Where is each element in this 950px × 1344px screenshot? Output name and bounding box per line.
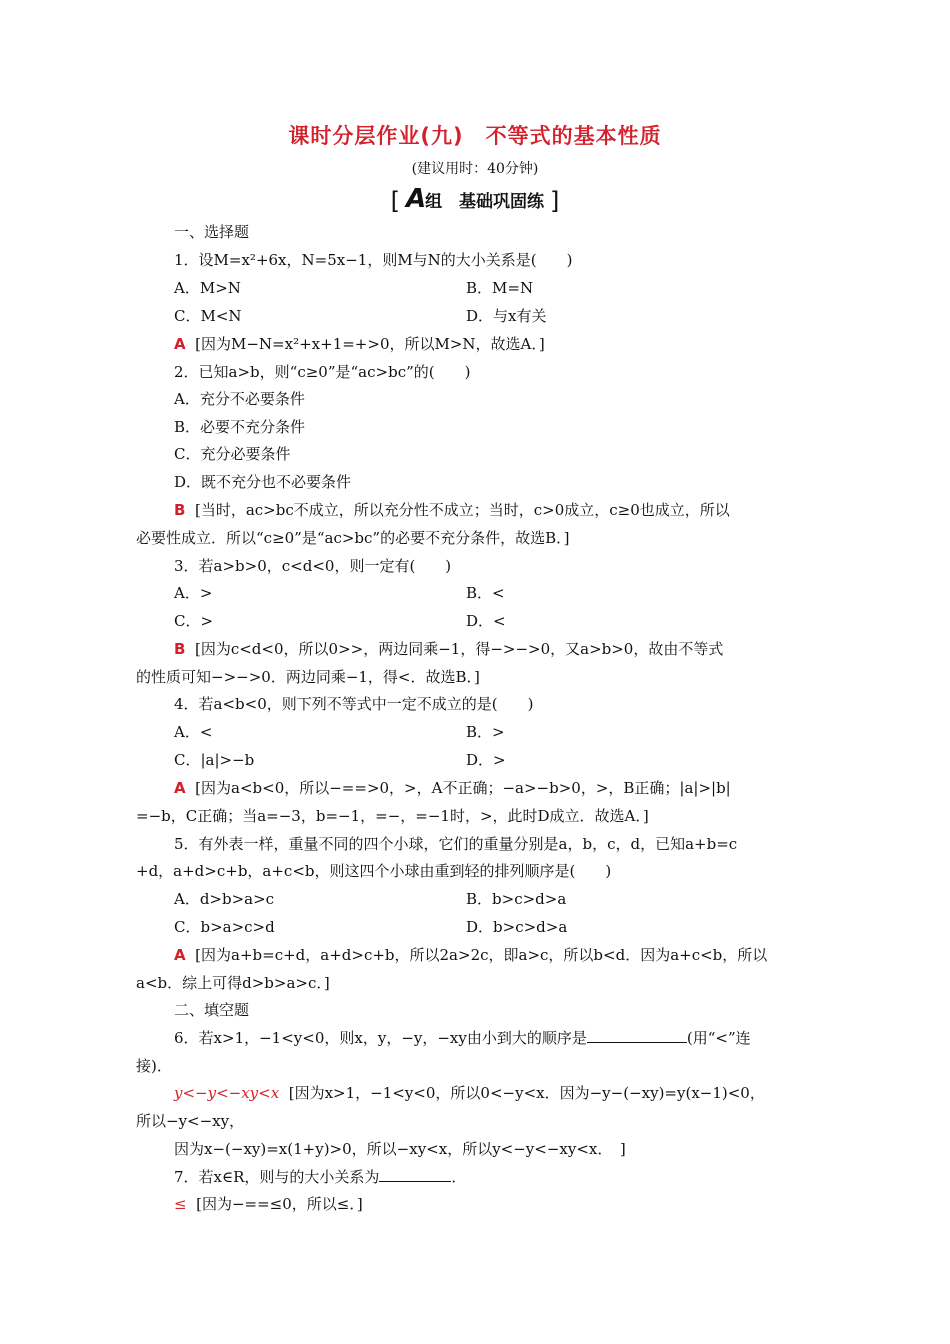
answer-letter: A — [174, 335, 186, 353]
option-d: D．< — [466, 612, 506, 630]
answer-letter: B — [174, 501, 186, 519]
answer-explanation — [174, 778, 731, 798]
question-stem: 5．有外表一样，重量不同的四个小球，它们的重量分别是a，b，c，d，已知a+b=c — [174, 835, 738, 853]
option-c: C．b>a>c>d — [174, 918, 275, 936]
answer-text: ≤ — [174, 1195, 187, 1213]
option-b: B．b>c>d>a — [466, 890, 567, 908]
explanation-text: [当时，ac>bc不成立，所以充分性不成立；当时，c>0成立，c≥0也成立，所以 — [194, 501, 730, 519]
option-c: C．|a|>−b — [174, 751, 255, 769]
page-title: 课时分层作业(九) 不等式的基本性质 — [288, 124, 662, 148]
option-c: C．充分必要条件 — [174, 445, 291, 463]
option-d: D．> — [466, 751, 506, 769]
answer-letter: A — [174, 779, 186, 797]
explanation-text: [因为−==≤0，所以≤．] — [196, 1195, 363, 1213]
option-c: C．> — [174, 612, 214, 630]
option-a: A．> — [174, 584, 213, 602]
explanation-text: 因为x−(−xy)=x(1+y)>0，所以−xy<x，所以y<−y<−xy<x． ] — [174, 1140, 626, 1158]
question-stem-continued: 接)． — [136, 1057, 172, 1075]
explanation-text: [因为M−N=x²+x+1=+>0，所以M>N，故选A．] — [195, 335, 545, 353]
time-suggestion: (建议用时：40分钟) — [411, 161, 539, 177]
explanation-text: 所以−y<−xy， — [136, 1112, 245, 1130]
group-letter: A — [405, 184, 426, 214]
group-title: 组 基础巩固练 — [425, 192, 545, 212]
answer-letter: B — [174, 640, 186, 658]
explanation-text: 的性质可知−>−>0．两边同乘−1，得<．故选B．] — [136, 668, 480, 686]
answer-explanation — [174, 639, 723, 659]
answer-letter: A — [174, 946, 186, 964]
option-b: B．> — [466, 723, 505, 741]
question-text-tail: (用“<”连 — [686, 1029, 751, 1047]
section-heading: 一、选择题 — [174, 223, 250, 241]
option-b: B．必要不充分条件 — [174, 418, 306, 436]
answer-explanation — [174, 334, 545, 354]
option-b: B．< — [466, 584, 505, 602]
explanation-text: [因为c<d<0，所以0>>，两边同乘−1，得−>−>0，又a>b>0，故由不等式 — [194, 640, 724, 658]
question-stem: 1．设M=x²+6x，N=5x−1，则M与N的大小关系是( ) — [174, 251, 573, 269]
explanation-text: [因为a<b<0，所以−==>0，>，A不正确；−a>−b>0，>，B正确；|a|>|b| — [195, 779, 731, 797]
question-stem: 2．已知a>b，则“c≥0”是“ac>bc”的( ) — [174, 363, 471, 381]
option-a: A．d>b>a>c — [174, 890, 275, 908]
option-a: A．充分不必要条件 — [174, 390, 305, 408]
explanation-text: 必要性成立．所以“c≥0”是“ac>bc”的必要不充分条件，故选B．] — [136, 529, 570, 547]
option-d: D．与x有关 — [466, 307, 547, 325]
answer-explanation — [174, 945, 767, 965]
answer-explanation — [174, 1194, 363, 1214]
option-a: A．< — [174, 723, 213, 741]
option-b: B．M=N — [466, 279, 534, 297]
question-stem: 3．若a>b>0，c<d<0，则一定有( ) — [174, 557, 452, 575]
group-bracket-right: ] — [549, 187, 560, 215]
section-heading: 二、填空题 — [174, 1001, 250, 1019]
group-bracket-left: [ — [390, 187, 401, 215]
option-d: D．b>c>d>a — [466, 918, 568, 936]
question-text: 7．若x∈R，则与的大小关系为 — [174, 1168, 380, 1186]
answer-text: y<−y<−xy<x — [174, 1084, 280, 1102]
question-stem: 4．若a<b<0，则下列不等式中一定不成立的是( ) — [174, 695, 534, 713]
explanation-text: a<b．综上可得d>b>a>c．] — [136, 974, 330, 992]
explanation-text: =−b，C正确；当a=−3，b=−1，=−，=−1时，>，此时D成立．故选A．] — [136, 807, 649, 825]
explanation-text: [因为x>1，−1<y<0，所以0<−y<x．因为−y−(−xy)=y(x−1)<0， — [288, 1084, 765, 1102]
question-stem — [174, 1167, 466, 1187]
answer-blank — [587, 1028, 687, 1043]
option-a: A．M>N — [174, 279, 241, 297]
group-heading — [0, 184, 950, 215]
question-text-tail: ． — [451, 1168, 467, 1186]
answer-blank — [379, 1167, 451, 1182]
answer-explanation — [174, 1083, 765, 1103]
question-stem-continued: +d，a+d>c+b，a+c<b，则这四个小球由重到轻的排列顺序是( ) — [136, 862, 612, 880]
option-d: D．既不充分也不必要条件 — [174, 473, 352, 491]
question-stem — [174, 1028, 751, 1048]
option-c: C．M<N — [174, 307, 242, 325]
explanation-text: [因为a+b=c+d，a+d>c+b，所以2a>2c，即a>c，所以b<d．因为a+c<b，所以 — [195, 946, 768, 964]
question-text: 6．若x>1，−1<y<0，则x，y，−y，−xy由小到大的顺序是 — [174, 1029, 587, 1047]
answer-explanation — [174, 500, 730, 520]
